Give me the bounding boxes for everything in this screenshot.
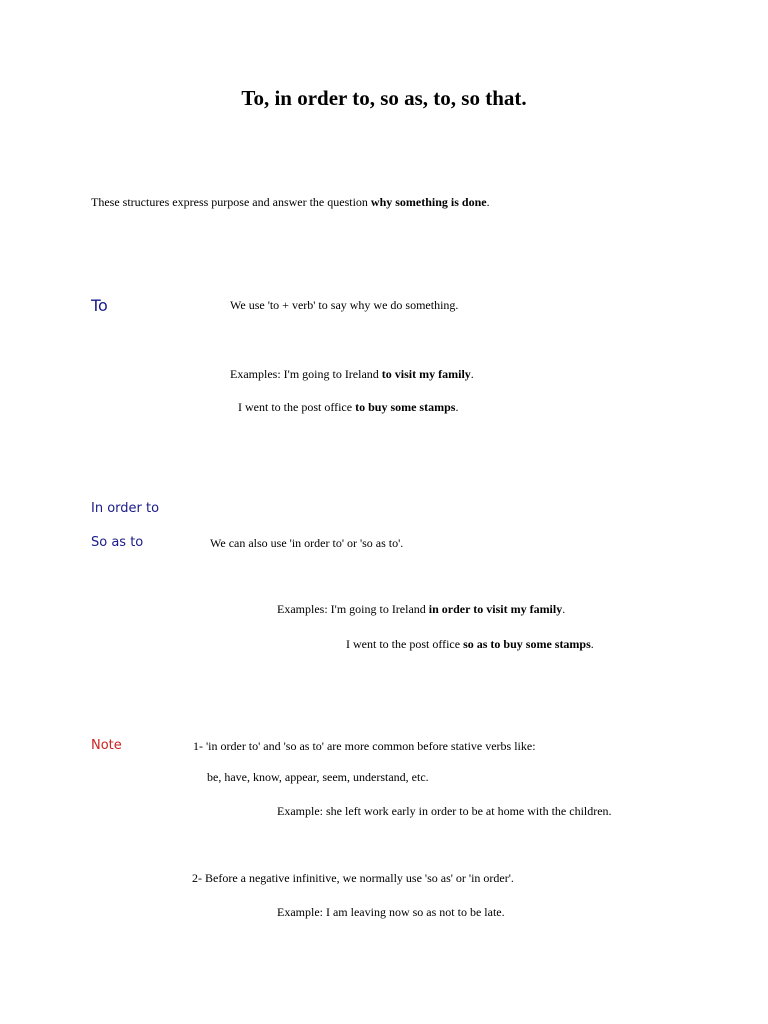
to-example-1 xyxy=(230,367,474,382)
in-order-example-2-prefix: I went to the post office xyxy=(346,637,464,651)
to-example-2-end: . xyxy=(455,400,459,414)
intro-text: These structures express purpose and answer the question xyxy=(91,195,371,209)
to-example-2 xyxy=(238,400,458,415)
to-rule: We use 'to + verb' to say why we do something. xyxy=(230,298,459,312)
section-label-so-as-to: So as to xyxy=(91,535,144,550)
intro-paragraph xyxy=(91,195,490,210)
note-verbs: be, have, know, appear, seem, understand, etc. xyxy=(207,770,429,784)
to-example-1-prefix: Examples: I'm going to Ireland xyxy=(230,367,382,381)
in-order-example-2 xyxy=(346,637,594,652)
to-example-2-prefix: I went to the post office xyxy=(238,400,356,414)
section-label-to: To xyxy=(91,296,108,315)
in-order-example-2-bold: so as to buy some stamps xyxy=(463,637,591,651)
note-point-1: 1- 'in order to' and 'so as to' are more common before stative verbs like: xyxy=(193,739,536,753)
section-label-in-order-to: In order to xyxy=(91,501,160,516)
in-order-example-2-end: . xyxy=(590,637,594,651)
intro-end: . xyxy=(486,195,490,209)
note-example-2: Example: I am leaving now so as not to be late. xyxy=(277,905,505,919)
to-example-2-bold: to buy some stamps xyxy=(355,400,456,414)
in-order-example-1-end: . xyxy=(562,602,566,616)
to-example-1-bold: to visit my family xyxy=(381,367,471,381)
note-example-1: Example: she left work early in order to be at home with the children. xyxy=(277,804,612,818)
intro-bold: why something is done xyxy=(370,195,487,209)
in-order-example-1 xyxy=(277,602,565,617)
in-order-rule: We can also use 'in order to' or 'so as to'. xyxy=(210,536,404,550)
section-label-note: Note xyxy=(91,738,122,753)
note-point-2: 2- Before a negative infinitive, we normally use 'so as' or 'in order'. xyxy=(192,871,514,885)
in-order-example-1-bold: in order to visit my family xyxy=(428,602,563,616)
in-order-example-1-prefix: Examples: I'm going to Ireland xyxy=(277,602,429,616)
page-title: To, in order to, so as, to, so that. xyxy=(241,86,527,110)
to-example-1-end: . xyxy=(470,367,474,381)
